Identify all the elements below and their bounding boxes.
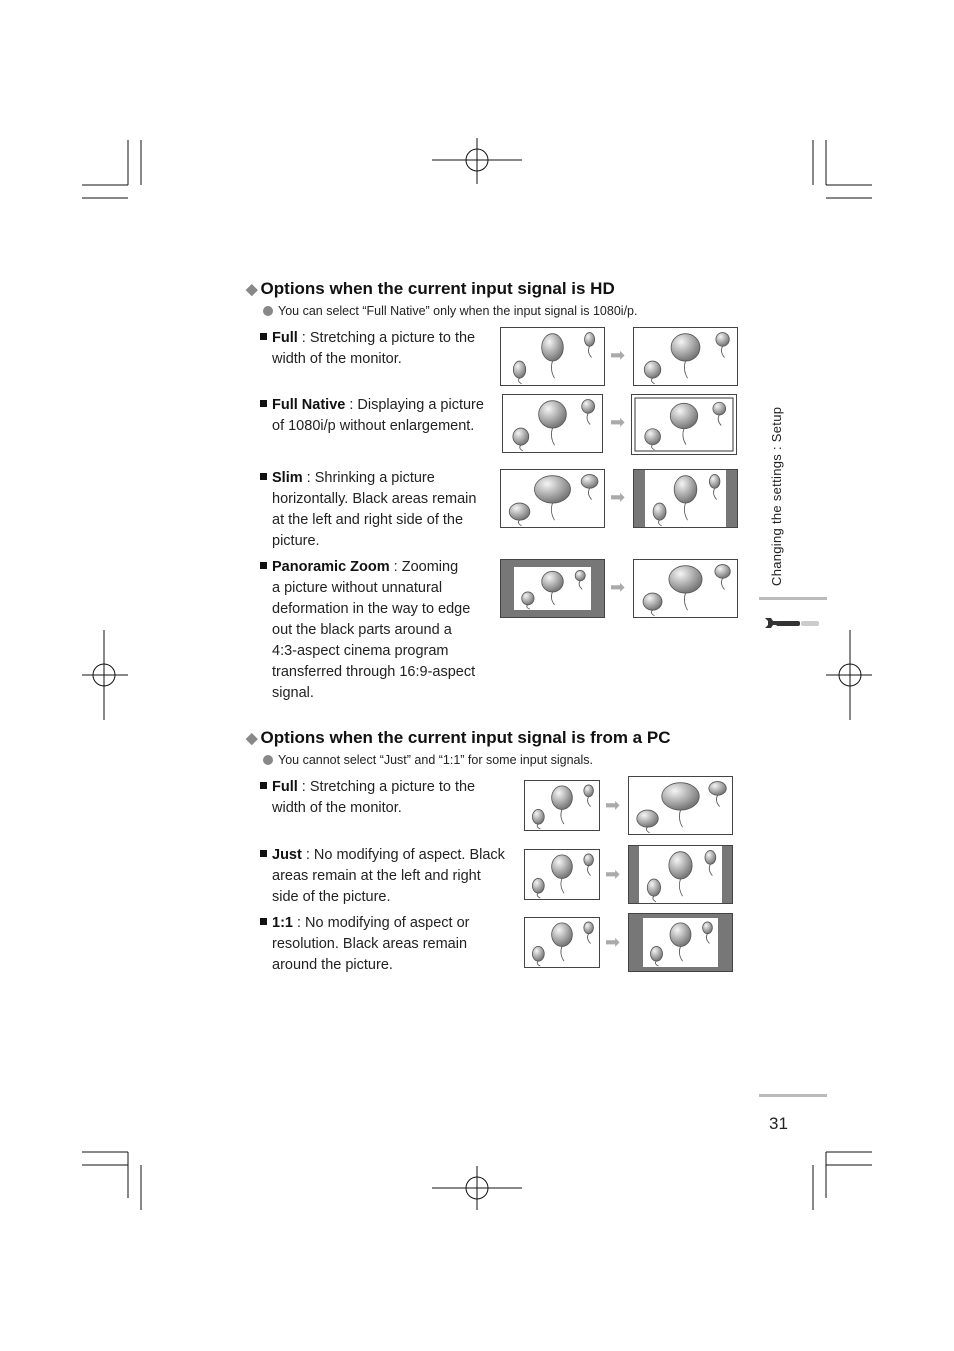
- image-pc-full-before: [524, 780, 600, 831]
- desc-line: 4:3-aspect cinema program: [272, 643, 449, 659]
- list-item-hd-full: [260, 328, 475, 370]
- image-hd-panoramic-after: [633, 559, 738, 618]
- desc-line: signal.: [272, 685, 314, 701]
- side-tab: [769, 386, 789, 586]
- list-item-pc-full: [260, 777, 475, 819]
- desc-line: resolution. Black areas remain: [272, 936, 468, 952]
- desc-line: : Shrinking a picture: [302, 470, 435, 486]
- image-hd-slim-before: [500, 469, 605, 528]
- square-bullet-icon: [260, 400, 267, 407]
- image-hd-panoramic-before: [500, 559, 605, 618]
- image-hd-native-before: [502, 394, 603, 453]
- term: Just: [272, 847, 302, 863]
- image-hd-native-after: [631, 394, 737, 455]
- image-hd-full-after: [633, 327, 738, 386]
- section-title-pc-text: Options when the current input signal is from a PC: [260, 728, 671, 747]
- desc-line: : No modifying of aspect. Black: [301, 847, 505, 863]
- square-bullet-icon: [260, 850, 267, 857]
- arrow-right-icon: ➡: [610, 487, 626, 507]
- arrow-right-icon: ➡: [610, 345, 626, 365]
- list-item-hd-full-native: [260, 395, 484, 437]
- section-title-pc: [246, 728, 670, 748]
- diamond-icon: ◆: [246, 730, 258, 747]
- circle-bullet-icon: [263, 306, 273, 316]
- desc-line: transferred through 16:9-aspect: [272, 664, 476, 680]
- list-item-pc-just: [260, 845, 505, 908]
- note-pc-text: You cannot select “Just” and “1:1” for some input signals.: [278, 753, 593, 767]
- desc-line: : Stretching a picture to the: [297, 330, 476, 346]
- desc-line: width of the monitor.: [272, 800, 402, 816]
- section-title-hd-text: Options when the current input signal is HD: [260, 279, 615, 298]
- desc-line: out the black parts around a: [272, 622, 452, 638]
- desc-line: at the left and right side of the: [272, 512, 464, 528]
- desc-line: : Stretching a picture to the: [297, 779, 476, 795]
- image-hd-full-before: [500, 327, 605, 386]
- desc-line: width of the monitor.: [272, 351, 402, 367]
- desc-line: side of the picture.: [272, 889, 391, 905]
- square-bullet-icon: [260, 473, 267, 480]
- arrow-right-icon: ➡: [605, 864, 621, 884]
- arrow-right-icon: ➡: [605, 932, 621, 952]
- image-pc-1to1-before: [524, 917, 600, 968]
- desc-line: deformation in the way to edge: [272, 601, 471, 617]
- wrench-icon: [763, 614, 823, 632]
- term: Panoramic Zoom: [272, 559, 390, 575]
- list-item-hd-slim: [260, 468, 476, 552]
- diamond-icon: ◆: [246, 281, 258, 298]
- section-title-hd: [246, 279, 615, 299]
- term: Slim: [272, 470, 303, 486]
- side-rule-top: [759, 597, 827, 600]
- desc-line: a picture without unnatural: [272, 580, 443, 596]
- note-hd: [263, 304, 637, 318]
- desc-line: areas remain at the left and right: [272, 868, 481, 884]
- square-bullet-icon: [260, 918, 267, 925]
- desc-line: horizontally. Black areas remain: [272, 491, 477, 507]
- desc-line: of 1080i/p without enlargement.: [272, 418, 475, 434]
- image-pc-1to1-after: [628, 913, 733, 972]
- arrow-right-icon: ➡: [610, 577, 626, 597]
- desc-line: : No modifying of aspect or: [292, 915, 470, 931]
- circle-bullet-icon: [263, 755, 273, 765]
- list-item-hd-panoramic-zoom: [260, 557, 475, 704]
- term: Full Native: [272, 397, 346, 413]
- desc-line: : Displaying a picture: [345, 397, 484, 413]
- side-rule-bottom: [759, 1094, 827, 1097]
- square-bullet-icon: [260, 782, 267, 789]
- desc-line: picture.: [272, 533, 320, 549]
- image-pc-just-before: [524, 849, 600, 900]
- list-item-pc-1to1: [260, 913, 469, 976]
- desc-line: : Zooming: [389, 559, 459, 575]
- square-bullet-icon: [260, 333, 267, 340]
- note-pc: [263, 753, 593, 767]
- arrow-right-icon: ➡: [605, 795, 621, 815]
- term: Full: [272, 779, 298, 795]
- image-pc-just-after: [628, 845, 733, 904]
- term: 1:1: [272, 915, 293, 931]
- page-number: 31: [769, 1114, 788, 1133]
- note-hd-text: You can select “Full Native” only when the input signal is 1080i/p.: [278, 304, 638, 318]
- image-hd-slim-after: [633, 469, 738, 528]
- arrow-right-icon: ➡: [610, 412, 626, 432]
- image-pc-full-after: [628, 776, 733, 835]
- desc-line: around the picture.: [272, 957, 393, 973]
- side-tab-label: Changing the settings : Setup: [769, 406, 784, 586]
- term: Full: [272, 330, 298, 346]
- square-bullet-icon: [260, 562, 267, 569]
